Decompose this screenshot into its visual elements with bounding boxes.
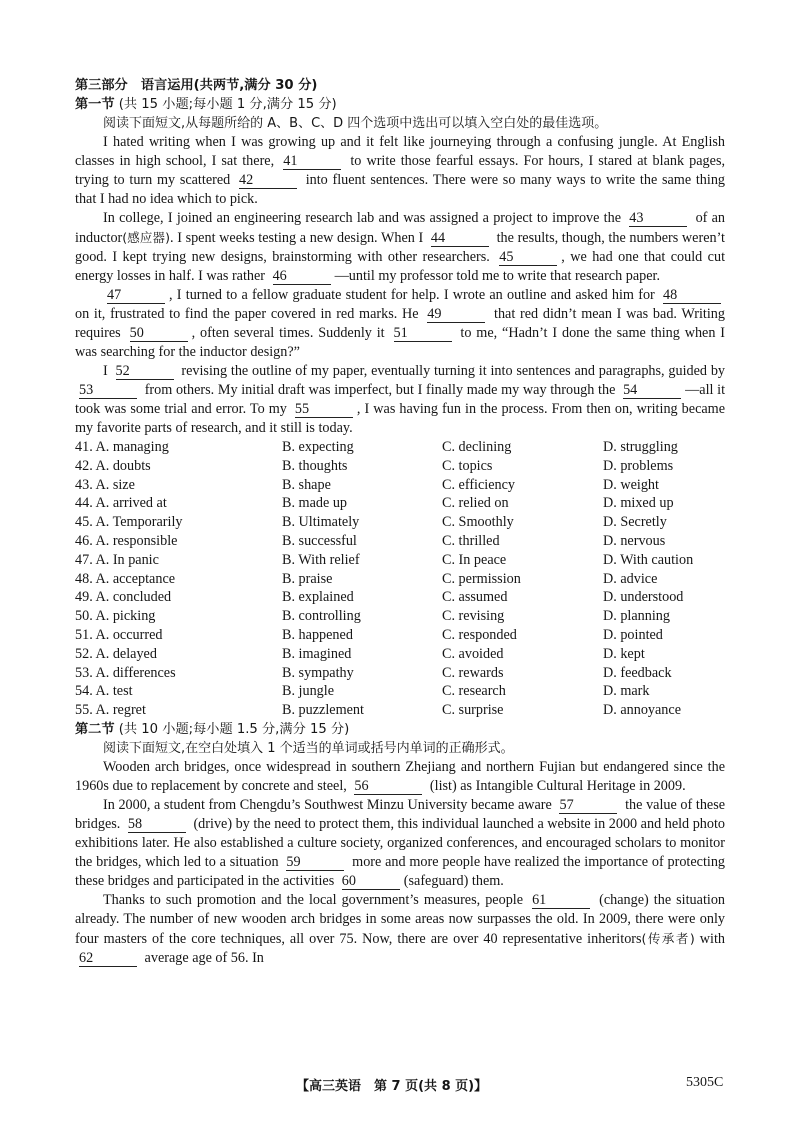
option-b[interactable]: B. jungle [282, 683, 335, 700]
option-row-46 [75, 532, 725, 551]
blank-57[interactable]: 57 [559, 798, 617, 814]
option-c[interactable]: C. relied on [442, 495, 509, 512]
blank-59[interactable]: 59 [286, 855, 344, 871]
option-c[interactable]: C. In peace [442, 551, 507, 568]
text: , I turned to a fellow graduate student for help. I wrote an outline and asked him for [169, 287, 655, 303]
blank-62[interactable]: 62 [79, 951, 137, 967]
text: revising the outline of my paper, eventually turning it into sentences and paragraphs, guided by [181, 363, 726, 379]
text: the value of these bridges. [75, 796, 726, 832]
option-b[interactable]: B. controlling [282, 608, 361, 625]
option-b[interactable]: B. made up [282, 495, 348, 512]
option-b[interactable]: B. With relief [282, 551, 360, 568]
option-row-49 [75, 588, 725, 607]
text: , we had one that could cut energy losses in half. I was rather [75, 249, 726, 284]
text: (list) as Intangible Cultural Heritage in 2009. [429, 777, 686, 794]
text: , often several times. Suddenly it [191, 325, 385, 341]
text: to write those fearful essays. For hours, I stared at blank pages, trying to turn my scattered [75, 153, 726, 188]
text: Thanks to such promotion and the local government’s measures, people [103, 891, 524, 908]
text: (safeguard) them. [403, 872, 504, 889]
text: from others. My initial draft was imperfect, but I finally made my way through the [144, 382, 616, 398]
page-footer [0, 1075, 800, 1095]
option-c[interactable]: C. responded [442, 626, 517, 643]
part-heading: 第三部分 语言运用(共两节,满分 30 分) [75, 78, 318, 93]
option-a[interactable]: 50. A. picking [75, 608, 156, 625]
option-d[interactable]: D. nervous [603, 532, 666, 549]
s1-paragraph-2 [75, 209, 725, 286]
option-b[interactable]: B. imagined [282, 645, 352, 662]
option-row-50 [75, 607, 725, 626]
option-c[interactable]: C. declining [442, 439, 512, 455]
text: to me, “Hadn’t I done the same thing when I was searching for the inductor design?” [75, 325, 726, 360]
option-a[interactable]: 41. A. managing [75, 439, 169, 455]
option-row-52 [75, 645, 725, 664]
option-c[interactable]: C. permission [442, 570, 521, 587]
option-c[interactable]: C. thrilled [442, 532, 500, 549]
text: of an inductor [75, 210, 726, 246]
option-b[interactable]: B. happened [282, 626, 353, 643]
chinese-gloss: (感应器) [122, 230, 170, 245]
blank-48[interactable]: 48 [663, 288, 721, 304]
section2-heading [75, 720, 725, 739]
section2-title: 第二节 [75, 721, 115, 737]
option-row-48 [75, 570, 725, 589]
text: —all it took was some trial and error. To my [75, 382, 726, 417]
blank-41[interactable]: 41 [283, 154, 341, 170]
option-row-53 [75, 664, 725, 683]
blank-45[interactable]: 45 [499, 250, 557, 266]
option-d[interactable]: D. With caution [603, 551, 694, 568]
blank-43[interactable]: 43 [629, 211, 687, 227]
option-d[interactable]: D. pointed [603, 626, 663, 643]
option-b[interactable]: B. expecting [282, 439, 354, 455]
option-d[interactable]: D. mixed up [603, 495, 674, 512]
section1-info: (共 15 小题;每小题 1 分,满分 15 分) [118, 97, 337, 112]
blank-49[interactable]: 49 [427, 307, 485, 323]
section1-heading [75, 95, 725, 114]
option-c[interactable]: C. surprise [442, 702, 504, 719]
option-a[interactable]: 53. A. differences [75, 664, 176, 681]
blank-52[interactable]: 52 [116, 364, 174, 380]
option-row-42 [75, 457, 725, 476]
option-row-43 [75, 476, 725, 495]
text: In 2000, a student from Chengdu’s Southwest Minzu University became aware [103, 796, 552, 813]
option-b[interactable]: B. praise [282, 570, 333, 587]
option-a[interactable]: 51. A. occurred [75, 626, 163, 643]
text: (change) the situation already. The number of new wooden arch bridges in some areas now surpasses the old. In 2009, there were only four masters of the core techniques, all over 75. Now, there are over 40 representative inheritors [75, 891, 726, 947]
option-c[interactable]: C. research [442, 683, 506, 700]
option-a[interactable]: 55. A. regret [75, 702, 146, 719]
blank-50[interactable]: 50 [130, 326, 188, 342]
option-d[interactable]: D. kept [603, 645, 645, 662]
exam-code: 5305C [686, 1075, 724, 1090]
option-a[interactable]: 43. A. size [75, 476, 135, 493]
s2-paragraph-1 [75, 758, 725, 796]
option-b[interactable]: B. explained [282, 589, 354, 606]
option-a[interactable]: 49. A. concluded [75, 589, 172, 606]
section2-info: (共 10 小题;每小题 1.5 分,满分 15 分) [118, 721, 350, 737]
option-b[interactable]: B. puzzlement [282, 702, 364, 719]
text: average age of 56. In [144, 949, 264, 966]
option-row-54 [75, 682, 725, 701]
option-row-51 [75, 626, 725, 645]
option-d[interactable]: D. Secretly [603, 514, 667, 531]
option-c[interactable]: C. avoided [442, 645, 504, 662]
section1-title: 第一节 [75, 97, 115, 112]
section1-instruction: 阅读下面短文,从每题所给的 A、B、C、D 四个选项中选出可以填入空白处的最佳选项。 [103, 116, 608, 131]
blank-46[interactable]: 46 [273, 269, 331, 285]
blank-51[interactable]: 51 [394, 326, 452, 342]
page-number-label: 【高三英语 第 7 页(共 8 页)】 [296, 1079, 488, 1094]
option-d[interactable]: D. mark [603, 683, 650, 700]
option-b[interactable]: B. successful [282, 532, 357, 549]
option-a[interactable]: 44. A. arrived at [75, 495, 167, 512]
options-list [75, 438, 725, 720]
blank-61[interactable]: 61 [532, 893, 590, 909]
option-d[interactable]: D. planning [603, 608, 670, 625]
option-b[interactable]: B. Ultimately [282, 514, 360, 531]
text: more and more people have realized the importance of protecting these bridges and participated in the activities [75, 853, 726, 889]
text: Wooden arch bridges, once widespread in southern Zhejiang and northern Fujian but endangered since the 1960s due to replacement by concrete and steel, [75, 758, 725, 794]
option-row-45 [75, 513, 725, 532]
option-row-44 [75, 494, 725, 513]
option-c[interactable]: C. Smoothly [442, 514, 514, 531]
s1-paragraph-4 [75, 362, 725, 438]
option-d[interactable]: D. advice [603, 570, 658, 587]
chinese-gloss: (传承者) [641, 930, 695, 946]
text: In college, I joined an engineering research lab and was assigned a project to improve the [103, 210, 622, 226]
text: I [103, 363, 108, 379]
option-c[interactable]: C. topics [442, 457, 493, 474]
option-b[interactable]: B. thoughts [282, 457, 348, 474]
blank-60[interactable]: 60 [342, 874, 400, 890]
option-d[interactable]: D. problems [603, 457, 674, 474]
s2-paragraph-2 [75, 796, 725, 891]
option-a[interactable]: 45. A. Temporarily [75, 514, 183, 531]
text: on it, frustrated to find the paper covered in red marks. He [75, 306, 419, 322]
blank-54[interactable]: 54 [623, 383, 681, 399]
blank-56[interactable]: 56 [354, 779, 422, 795]
text: with [699, 930, 725, 947]
text: . I spent weeks testing a new design. When I [169, 230, 424, 246]
blank-53[interactable]: 53 [79, 383, 137, 399]
option-a[interactable]: 48. A. acceptance [75, 570, 176, 587]
option-b[interactable]: B. sympathy [282, 664, 354, 681]
blank-47[interactable]: 47 [107, 288, 165, 304]
option-row-47 [75, 551, 725, 570]
s1-paragraph-1 [75, 133, 725, 209]
option-a[interactable]: 52. A. delayed [75, 645, 157, 662]
option-d[interactable]: D. understood [603, 589, 684, 606]
option-d[interactable]: D. struggling [603, 439, 678, 455]
option-a[interactable]: 54. A. test [75, 683, 133, 700]
option-c[interactable]: C. rewards [442, 664, 504, 681]
text: that red didn’t mean I was bad. Writing requires [75, 306, 725, 341]
exam-page [75, 76, 725, 968]
option-a[interactable]: 42. A. doubts [75, 457, 151, 474]
text: into fluent sentences. There were so many ways to write the same thing that I had no idea which to pick. [75, 172, 726, 207]
blank-42[interactable]: 42 [239, 173, 297, 189]
option-c[interactable]: C. assumed [442, 589, 508, 606]
text: , I was having fun in the process. From then on, writing became my favorite parts of research, and it still is today. [75, 401, 725, 436]
text: (drive) by the need to protect them, this individual launched a website in 2000 and held photo exhibitions later. He also established a culture society, organized conferences, and encouraged scholars to monitor the bridges, which led to a situation [75, 815, 726, 870]
blank-55[interactable]: 55 [295, 402, 353, 418]
text: —until my professor told me to write that research paper. [334, 268, 661, 284]
option-b[interactable]: B. shape [282, 476, 331, 493]
option-c[interactable]: C. efficiency [442, 476, 516, 493]
option-a[interactable]: 46. A. responsible [75, 532, 178, 549]
section2-instruction: 阅读下面短文,在空白处填入 1 个适当的单词或括号内单词的正确形式。 [103, 740, 514, 756]
option-d[interactable]: D. feedback [603, 664, 672, 681]
option-row-55 [75, 701, 725, 720]
option-a[interactable]: 47. A. In panic [75, 551, 159, 568]
s1-paragraph-3 [75, 286, 725, 362]
text: I hated writing when I was growing up and it felt like journeying through a confusing jungle. At English classes in high school, I sat there, [75, 134, 725, 169]
blank-58[interactable]: 58 [128, 817, 186, 833]
option-c[interactable]: C. revising [442, 608, 505, 625]
option-d[interactable]: D. annoyance [603, 702, 681, 719]
option-d[interactable]: D. weight [603, 476, 659, 493]
blank-44[interactable]: 44 [431, 231, 489, 247]
text: the results, though, the numbers weren’t good. I kept trying new designs, brainstorming with other researchers. [75, 230, 725, 265]
s2-paragraph-3 [75, 891, 725, 968]
option-row-41 [75, 438, 725, 457]
